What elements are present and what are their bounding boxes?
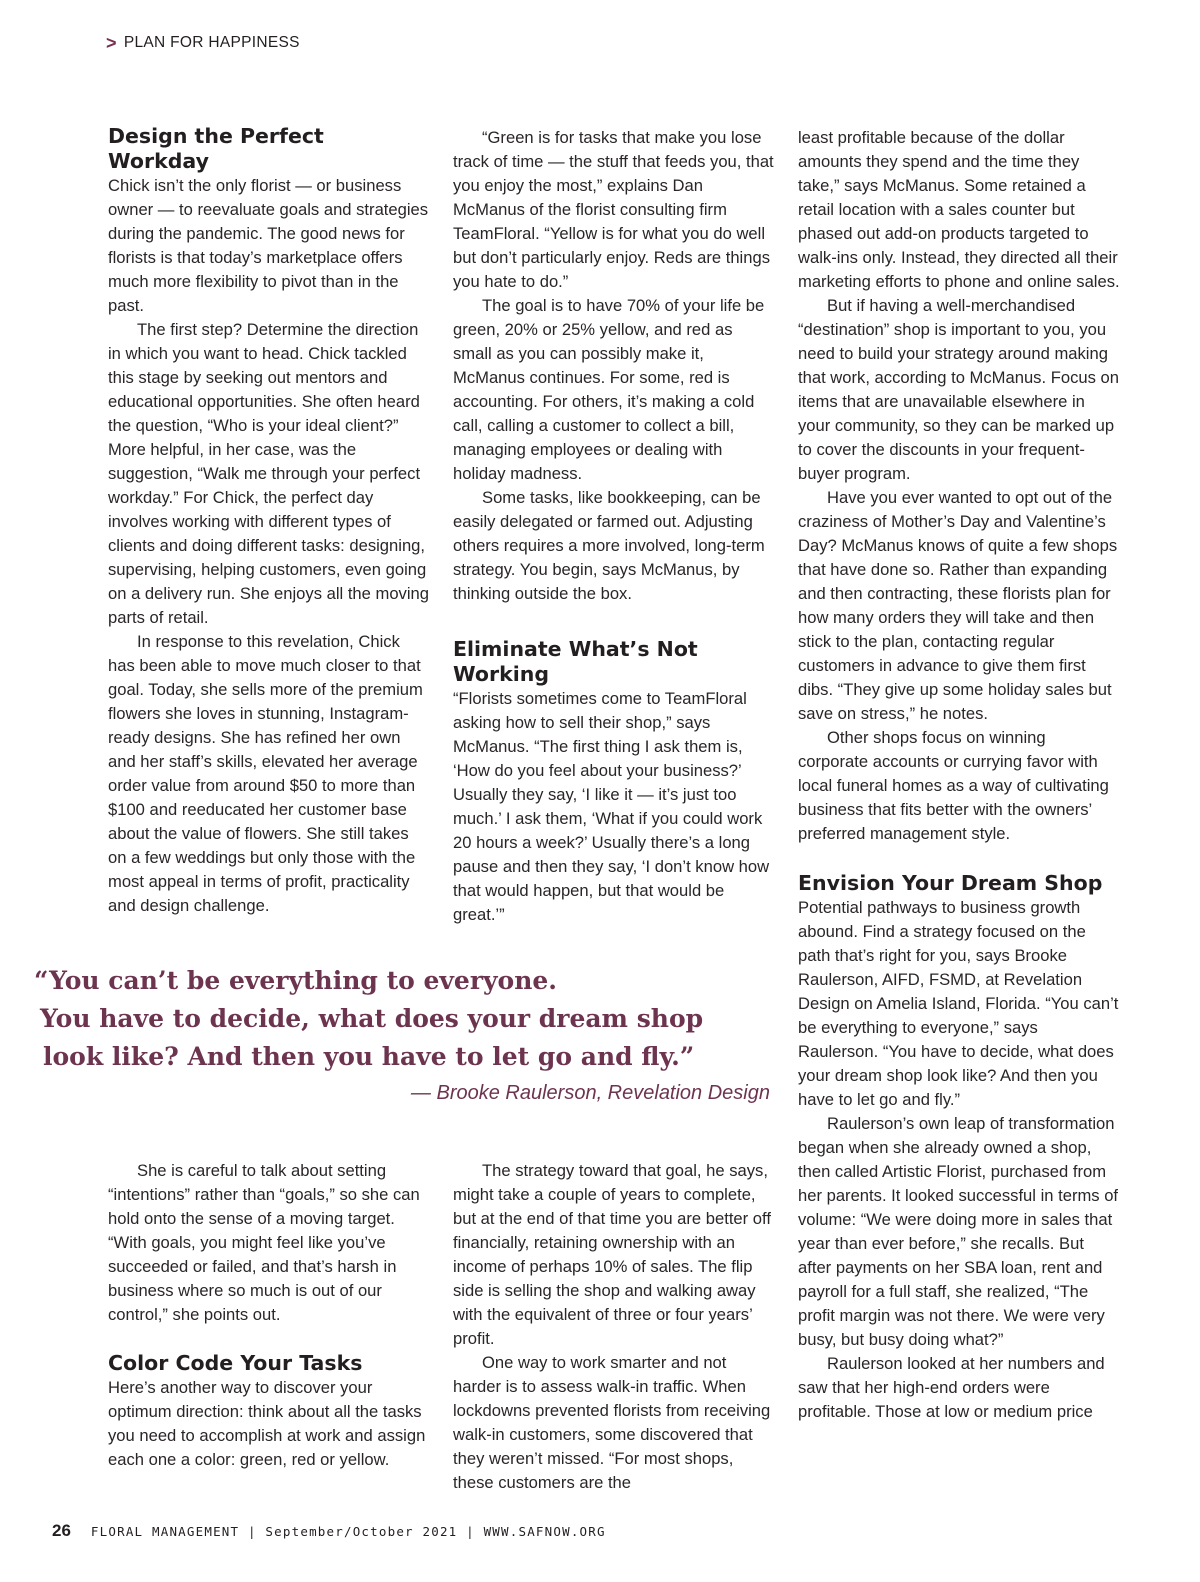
- paragraph: Some tasks, like bookkeeping, can be easily delegated or farmed out. Adjusting others requires a more involved, long-term strategy. You begin, says McManus, by thinking outside the box.: [453, 488, 765, 603]
- pull-quote-attribution: — Brooke Raulerson, Revelation Design: [410, 1082, 770, 1104]
- paragraph: Raulerson’s own leap of transformation began when she already owned a shop, then called Artistic Florist, purchased from her parents. It looked successful in terms of volume: “We were doing more in sales that year than ever before,” she recalls. But after payments on her SBA loan, rent and payroll for a full staff, she realized, “The profit margin was not there. We were very busy, but busy doing what?”: [798, 1114, 1119, 1349]
- column-right: [798, 126, 1120, 1424]
- section-header: [106, 34, 300, 52]
- paragraph: But if having a well-merchandised “destination” shop is important to you, you need to build your strategy around making that work, according to McManus. Focus on items that are unavailable elsewhere in your community, so they can be marked up to cover the discounts in your frequent-buyer program.: [798, 296, 1119, 483]
- page-number: 26: [52, 1521, 71, 1540]
- chevron-right-icon: >: [106, 33, 117, 53]
- column-middle-bottom: [453, 1159, 775, 1495]
- publication-line: FLORAL MANAGEMENT | September/October 2021 | WWW.SAFNOW.ORG: [90, 1524, 606, 1539]
- paragraph: least profitable because of the dollar amounts they spend and the time they take,” says McManus. Some retained a retail location with a sales counter but phased out add-on products targeted to walk-ins only. Instead, they directed all their marketing efforts to phone and online sales.: [798, 128, 1120, 291]
- paragraph: The first step? Determine the direction in which you want to head. Chick tackled this stage by seeking out mentors and educational opportunities. She often heard the question, “Who is your ideal client?” More helpful, in her case, was the suggestion, “Walk me through your perfect workday.” For Chick, the perfect day involves working with different types of clients and doing different tasks: designing, supervising, helping customers, even going on a delivery run. She enjoys all the moving parts of retail.: [108, 320, 429, 627]
- pull-quote: [34, 962, 774, 1106]
- pull-quote-text: [34, 962, 774, 1076]
- paragraph: Other shops focus on winning corporate accounts or currying favor with local funeral homes as a way of cultivating business that fits better with the owners’ preferred management style.: [798, 728, 1109, 843]
- paragraph: “Florists sometimes come to TeamFloral asking how to sell their shop,” says McManus. “The first thing I ask them is, ‘How do you feel about your business?’ Usually they say, ‘I like it — it’s just too much.’ I ask them, ‘What if you could work 20 hours a week?’ Usually there’s a long pause and then they say, ‘I don’t know how that would happen, but that would be great.’”: [453, 689, 770, 924]
- column-left-top: [108, 124, 430, 918]
- paragraph: The strategy toward that goal, he says, might take a couple of years to complete, but at the end of that time you are better off financially, retaining ownership with an income of perhaps 10% of sales. The flip side is selling the shop and walking away with the equivalent of three or four years’ profit.: [453, 1161, 771, 1348]
- paragraph: Potential pathways to business growth abound. Find a strategy focused on the path that’s right for you, says Brooke Raulerson, AIFD, FSMD, at Revelation Design on Amelia Island, Florida. “You can’t be everything to everyone,” says Raulerson. “You have to decide, what does your dream shop look like? And then you have to let go and fly.”: [798, 898, 1119, 1109]
- pull-quote-line: You have to decide, what does your dream shop: [40, 1004, 704, 1033]
- column-left-bottom: [108, 1159, 430, 1472]
- paragraph: In response to this revelation, Chick has been able to move much closer to that goal. Today, she sells more of the premium flowers she loves in stunning, Instagram-ready designs. She has refined her own and her staff’s skills, elevated her average order value from around $50 to more than $100 and reeducated her customer base about the value of flowers. She still takes on a few weddings but only those with the most appeal in terms of profit, practicality and design challenge.: [108, 632, 423, 915]
- paragraph: Raulerson looked at her numbers and saw that her high-end orders were profitable. Those at low or medium price: [798, 1354, 1105, 1421]
- column-middle-top: [453, 126, 775, 927]
- section-title: PLAN FOR HAPPINESS: [123, 34, 300, 51]
- heading-color-code-tasks: Color Code Your Tasks: [108, 1351, 363, 1375]
- paragraph: Chick isn’t the only florist — or business owner — to reevaluate goals and strategies during the pandemic. The good news for florists is that today’s marketplace offers much more flexibility to pivot than in the past.: [108, 176, 429, 315]
- heading-envision-dream-shop: Envision Your Dream Shop: [798, 871, 1103, 895]
- pull-quote-line: “You can’t be everything to everyone.: [34, 966, 557, 995]
- paragraph: One way to work smarter and not harder is to assess walk-in traffic. When lockdowns prevented florists from receiving walk-in customers, some discovered that they weren’t missed. “For most shops, these customers are the: [453, 1353, 771, 1492]
- pull-quote-line: look like? And then you have to let go and fly.”: [43, 1042, 695, 1071]
- paragraph: The goal is to have 70% of your life be green, 20% or 25% yellow, and red as small as you can possibly make it, McManus continues. For some, red is accounting. For others, it’s making a cold call, calling a customer to collect a bill, managing employees or dealing with holiday madness.: [453, 296, 765, 483]
- heading-eliminate-not-working: Eliminate What’s Not Working: [453, 637, 698, 686]
- heading-design-workday: Design the Perfect Workday: [108, 124, 324, 173]
- paragraph: Have you ever wanted to opt out of the craziness of Mother’s Day and Valentine’s Day? McManus knows of quite a few shops that have done so. Rather than expanding and then contracting, these florists plan for how many orders they will take and then stick to the plan, contacting regular customers in advance to give them first dibs. “They give up some holiday sales but save on stress,” he notes.: [798, 488, 1118, 723]
- page-footer: [52, 1521, 606, 1541]
- paragraph: “Green is for tasks that make you lose track of time — the stuff that feeds you, that you enjoy the most,” explains Dan McManus of the florist consulting firm TeamFloral. “Yellow is for what you do well but don’t particularly enjoy. Reds are things you hate to do.”: [453, 128, 774, 291]
- paragraph: Here’s another way to discover your optimum direction: think about all the tasks you need to accomplish at work and assign each one a color: green, red or yellow.: [108, 1378, 426, 1469]
- paragraph: She is careful to talk about setting “intentions” rather than “goals,” so she can hold onto the sense of a moving target. “With goals, you might feel like you’ve succeeded or failed, and that’s harsh in business where so much is out of our control,” she points out.: [108, 1161, 420, 1324]
